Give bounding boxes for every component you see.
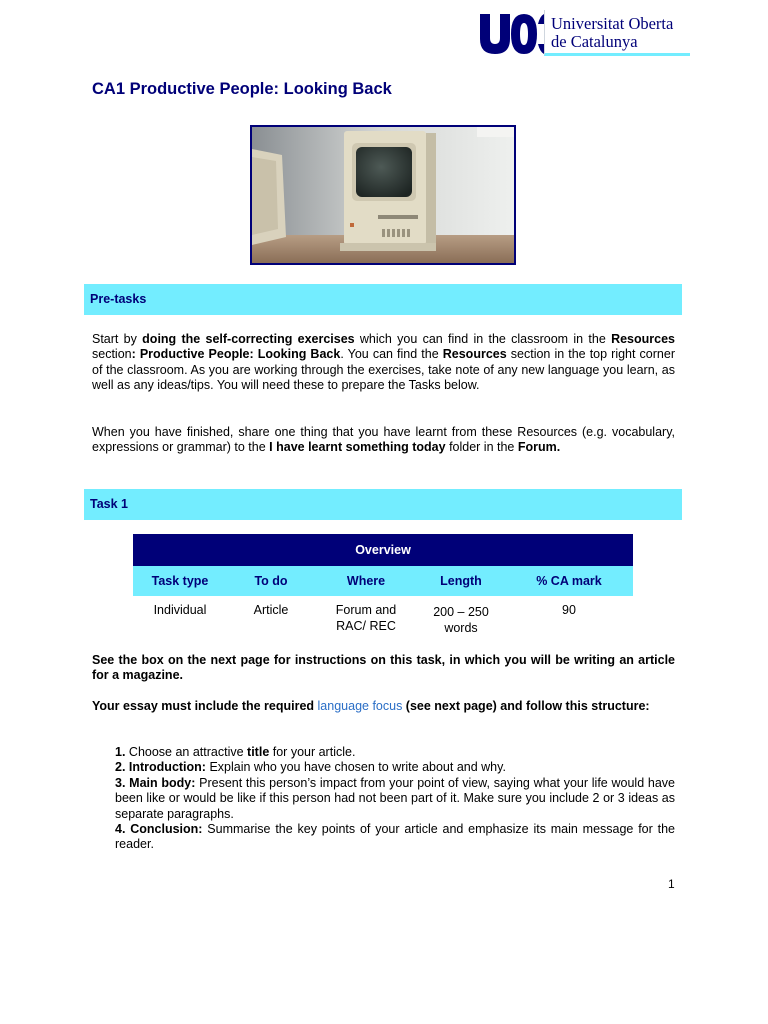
pretasks-heading-band [84,284,682,315]
col-to-do: To do [227,566,315,596]
list-item: 2. Introduction: Explain who you have chosen to write about and why. [115,760,506,775]
pretasks-paragraph-2: When you have finished, share one thing that you have learnt from these Resources (e.g. vocabulary, expressions or grammar) to the I have learnt something today folder in the Forum. [92,425,675,455]
essay-requirements: Your essay must include the required language focus (see next page) and follow this structure: [92,699,650,713]
logo-line-2: de Catalunya [551,32,638,51]
overview-table [133,534,633,637]
cell-task-type: Individual [153,603,207,617]
cell-to-do: Article [253,603,289,617]
col-task-type: Task type [133,566,227,596]
cell-length: 200 – 250 words [433,605,489,635]
overview-title: Overview [133,534,633,566]
col-length: Length [417,566,505,596]
page-title: CA1 Productive People: Looking Back [92,80,392,98]
uoc-logo-mark [478,10,544,56]
logo-line-1: Universitat Oberta [551,14,674,33]
list-item: 3. Main body: Present this person’s impact from your point of view, saying what your life would have been like or would be like if this person had not been part of it. Make sure you include 2 or 3 ideas as separate paragraphs. [115,775,675,821]
cell-ca-mark: 90 [562,603,576,617]
uoc-logo-text [544,10,690,56]
vintage-computer-illustration [252,127,514,263]
page-number: 1 [668,877,675,891]
task1-instructions: See the box on the next page for instructions on this task, in which you will be writing an article for a magazine. [92,653,675,683]
table-row [133,596,633,637]
language-focus-link[interactable]: language focus [317,699,403,713]
vintage-computer-photo [250,125,516,265]
uoc-logo [478,6,690,58]
pretasks-paragraph-1: Start by doing the self-correcting exercises which you can find in the classroom in the Resources section: Productive People: Looking Back. You can find the Resources section in the top right corner of the classroom. As you are working through the exercises, take note of any new language you learn, as well as any ideas/tips. You will need these to prepare the Tasks below. [92,332,675,393]
col-ca-mark: % CA mark [505,566,633,596]
list-item: 1. Choose an attractive title for your article. [115,745,356,759]
pretasks-heading: Pre-tasks [90,292,147,306]
cell-where: Forum and RAC/ REC [335,603,397,633]
structure-list [115,745,675,853]
col-where: Where [315,566,417,596]
task1-heading-band [84,489,682,520]
task1-heading: Task 1 [90,497,128,511]
list-item: 4. Conclusion: Summarise the key points of your article and emphasize its main message for the reader. [115,822,675,852]
overview-header-row [133,566,633,596]
